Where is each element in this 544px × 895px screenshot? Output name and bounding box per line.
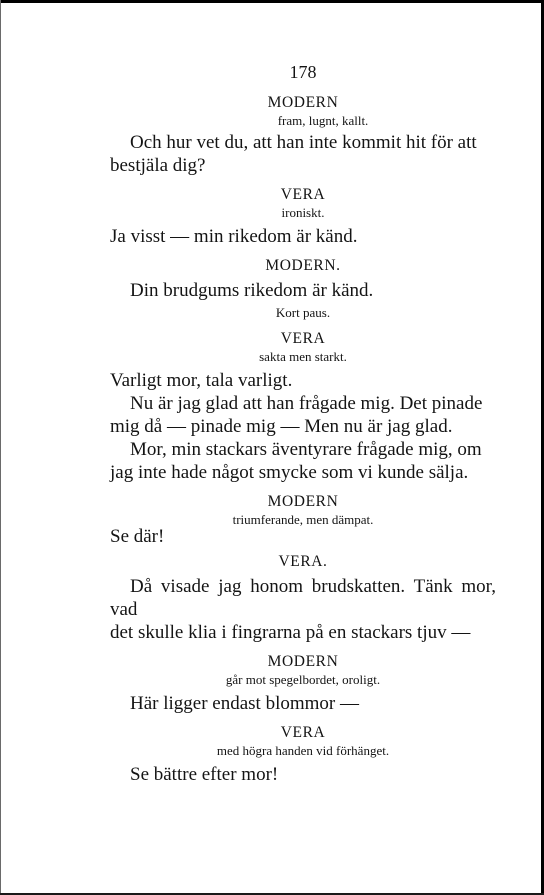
stage-direction: Kort paus. <box>275 305 331 320</box>
dialogue-line: Varligt mor, tala varligt. <box>110 370 293 391</box>
stage-direction: med högra handen vid förhänget. <box>216 743 390 758</box>
speaker-name: MODERN <box>267 493 339 510</box>
stage-direction: fram, lugnt, kallt. <box>277 113 369 128</box>
dialogue-line: Och hur vet du, att han inte kommit hit för att <box>130 132 477 153</box>
stage-direction: sakta men starkt. <box>259 349 347 364</box>
book-page <box>110 60 496 786</box>
dialogue-line: Se bättre efter mor! <box>130 764 279 785</box>
stage-direction: ironiskt. <box>281 205 325 220</box>
dialogue-line: jag inte hade något smycke som vi kunde sälja. <box>110 462 469 483</box>
page-number: 178 <box>289 62 317 82</box>
stage-direction: går mot spegelbordet, oroligt. <box>225 672 381 687</box>
dialogue-line: Se där! <box>110 526 165 547</box>
dialogue-line: Ja visst — min rikedom är känd. <box>110 226 358 247</box>
speaker-name: VERA <box>280 330 326 347</box>
dialogue-line: bestjäla dig? <box>110 155 206 176</box>
dialogue-line: Nu är jag glad att han frågade mig. Det pinade <box>130 393 483 414</box>
speaker-name: MODERN. <box>265 257 341 274</box>
scan-edge-top <box>0 0 544 3</box>
speaker-name: MODERN <box>267 94 339 111</box>
dialogue-line: mig då — pinade mig — Men nu är jag glad. <box>110 416 453 437</box>
scan-edge-left <box>0 0 1 895</box>
speaker-name: VERA <box>280 724 326 741</box>
speaker-name: MODERN <box>267 653 339 670</box>
dialogue-line: Då visade jag honom brudskatten. Tänk mor, vad <box>110 576 496 620</box>
stage-direction: triumferande, men dämpat. <box>232 512 374 527</box>
dialogue-line: Här ligger endast blommor — <box>130 693 360 714</box>
dialogue-line: det skulle klia i fingrarna på en stackars tjuv — <box>110 622 471 643</box>
dialogue-row <box>110 511 496 549</box>
speaker-name: VERA. <box>278 553 328 570</box>
speaker-name: VERA <box>280 186 326 203</box>
dialogue-line: Din brudgums rikedom är känd. <box>130 280 374 301</box>
dialogue-line: Mor, min stackars äventyrare frågade mig, om <box>130 439 482 460</box>
